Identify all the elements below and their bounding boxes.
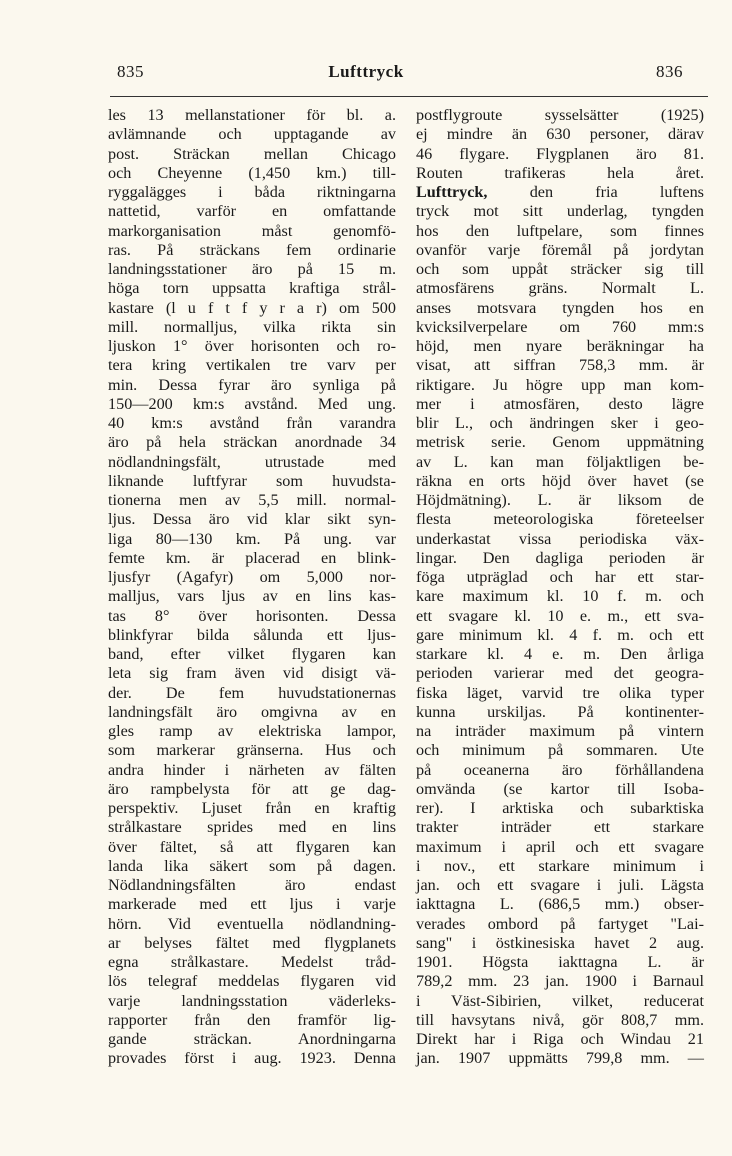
text-line: nattetid, varför en omfattande	[108, 202, 396, 221]
text-line: 46 flygare. Flygplanen äro 81.	[416, 144, 704, 163]
text-line: på oceanerna äro förhållandena	[416, 760, 704, 779]
text-line: provades först i aug. 1923. Denna	[108, 1049, 396, 1068]
text-line: kastare (l u f t f y r a r) om 500	[108, 298, 396, 317]
text-line: avlämnande och upptagande av	[108, 125, 396, 144]
text-line: i Väst-Sibirien, vilket, reducerat	[416, 991, 704, 1010]
text-line: lös telegraf meddelas flygaren vid	[108, 972, 396, 991]
text-line: der. De fem huvudstationernas	[108, 683, 396, 702]
text-line: markorganisation måst genomfö-	[108, 221, 396, 240]
text-line: gare minimum kl. 4 f. m. och ett	[416, 625, 704, 644]
text-line: trakter inträder ett starkare	[416, 818, 704, 837]
text-line: omvända (se kartor till Isoba-	[416, 779, 704, 798]
text-line: 789,2 mm. 23 jan. 1900 i Barnaul	[416, 972, 704, 991]
text-line: kvicksilverpelare om 760 mm:s	[416, 317, 704, 336]
text-line: över fältet, så att flygaren kan	[108, 837, 396, 856]
text-line: flesta meteorologiska företeelser	[416, 510, 704, 529]
text-line: ett svagare kl. 10 e. m., ett sva-	[416, 606, 704, 625]
entry-headword: Lufttryck,	[416, 183, 488, 201]
text-line: atmosfärens gräns. Normalt L.	[416, 279, 704, 298]
text-line: av L. kan man följaktligen be-	[416, 452, 704, 471]
text-line: rer). I arktiska och subarktiska	[416, 799, 704, 817]
right-page-number: 836	[656, 62, 683, 81]
text-line: andra hinder i närheten av fälten	[108, 760, 396, 779]
text-line: landningsfält äro omgivna av en	[108, 702, 396, 721]
text-line: leta sig fram även vid disigt vä-	[108, 664, 396, 683]
text-line: malljus, vars ljus av en lins kas-	[108, 587, 396, 606]
text-line: blir L., och ändringen sker i geo-	[416, 414, 704, 432]
text-line: maximum i april och ett svagare	[416, 837, 704, 856]
text-line: blinkfyrar bilda sålunda ett ljus-	[108, 625, 396, 644]
text-line: mill. normalljus, vilka rikta sin	[108, 317, 396, 336]
entry-lufttryck-body	[416, 202, 704, 1068]
text-line: strålkastare sprides med en lins	[108, 818, 396, 837]
text-line: och som uppåt sträcker sig till	[416, 260, 704, 278]
text-line: band, efter vilket flygaren kan	[108, 645, 396, 663]
previous-entry-continuation	[416, 106, 704, 183]
text-line: hos den luftpelare, som finnes	[416, 221, 704, 240]
text-line: landningsstationer äro på 15 m.	[108, 260, 396, 278]
text-line: ljus. Dessa äro vid klar sikt syn-	[108, 510, 396, 529]
text-line: liknande luftfyrar som huvudsta-	[108, 471, 396, 490]
text-line: egna strålkastare. Medelst tråd-	[108, 953, 396, 971]
text-line: ljuskon 1° över horisonten och ro-	[108, 337, 396, 355]
text-line: gles ramp av elektriska lampor,	[108, 722, 396, 740]
text-line: verades ombord på fartyget "Lai-	[416, 914, 704, 933]
left-column	[108, 106, 396, 1069]
text-line: tryck mot sitt underlag, tyngden	[416, 202, 704, 221]
text-line: visat, att siffran 758,3 mm. är	[416, 356, 704, 375]
text-line: räkna en orts höjd över havet (se	[416, 471, 704, 490]
text-line: kare maximum kl. 10 f. m. och	[416, 587, 704, 606]
text-line: liga 80—130 km. På ung. var	[108, 529, 396, 548]
text-line: iakttagna L. (686,5 mm.) obser-	[416, 895, 704, 914]
text-line: perioden varierar med det geogra-	[416, 664, 704, 683]
text-line: tionerna men av 5,5 mill. normal-	[108, 491, 396, 509]
text-line: 150—200 km:s avstånd. Med ung.	[108, 394, 396, 413]
text-line: mer i atmosfären, desto lägre	[416, 394, 704, 413]
text-line: perspektiv. Ljuset från en kraftig	[108, 799, 396, 817]
text-line: i nov., ett starkare minimum i	[416, 856, 704, 875]
text-line: riktigare. Ju högre upp man kom-	[416, 375, 704, 394]
text-line: 1901. Högsta iakttagna L. är	[416, 953, 704, 971]
text-line: na inträder maximum på vintern	[416, 722, 704, 740]
text-line: femte km. är placerad en blink-	[108, 548, 396, 567]
text-line: underkastat vissa periodiska väx-	[416, 529, 704, 548]
text-line: landa lika säkert som på dagen.	[108, 856, 396, 875]
text-line: postflygroute sysselsätter (1925)	[416, 106, 704, 124]
text-line: min. Dessa fyrar äro synliga på	[108, 375, 396, 394]
header-rule	[110, 96, 708, 97]
text-line: till havsytans nivå, gör 808,7 mm.	[416, 1010, 704, 1029]
running-head-title: Lufttryck	[328, 62, 404, 81]
right-column	[416, 106, 704, 1069]
text-line: som markerar gränserna. Hus och	[108, 741, 396, 760]
entry-first-line	[416, 183, 704, 202]
text-line: varje landningsstation väderleks-	[108, 991, 396, 1010]
text-line: ovanför varje föremål på jordytan	[416, 240, 704, 259]
text-line: metrisk serie. Genom uppmätning	[416, 433, 704, 452]
text-line: markerade med ett ljus i varje	[108, 895, 396, 914]
entry-first-line-text: den fria luftens	[487, 183, 704, 201]
text-line: och minimum på sommaren. Ute	[416, 741, 704, 760]
text-line: Nödlandningsfälten äro endast	[108, 876, 396, 894]
text-line: tas 8° över horisonten. Dessa	[108, 606, 396, 625]
text-line: les 13 mellanstationer för bl. a.	[108, 106, 396, 124]
text-line: ryggalägges i båda riktningarna	[108, 183, 396, 201]
text-line: ras. På sträckans fem ordinarie	[108, 240, 396, 259]
text-line: ljusfyr (Agafyr) om 5,000 nor-	[108, 568, 396, 586]
text-line: höga torn uppsatta kraftiga strål-	[108, 279, 396, 298]
text-line: och Cheyenne (1,450 km.) till-	[108, 163, 396, 182]
text-line: ar belyses fältet med flygplanets	[108, 933, 396, 952]
text-line: rapporter från den framför lig-	[108, 1010, 396, 1029]
text-line: lingar. Den dagliga perioden är	[416, 548, 704, 567]
text-line: ej mindre än 630 personer, därav	[416, 125, 704, 144]
text-line: Höjdmätning). L. är liksom de	[416, 491, 704, 509]
text-line: höjd, men nyare beräkningar ha	[416, 337, 704, 355]
text-line: Direkt har i Riga och Windau 21	[416, 1030, 704, 1048]
text-line: föga utpräglad och har ett star-	[416, 568, 704, 586]
text-line: nödlandningsfält, utrustade med	[108, 452, 396, 471]
text-line: äro rampbelysta för att ge dag-	[108, 779, 396, 798]
text-line: fiska läget, varvid tre olika typer	[416, 683, 704, 702]
text-line: Routen trafikeras hela året.	[416, 163, 704, 182]
text-line: gande sträckan. Anordningarna	[108, 1030, 396, 1048]
text-line: 40 km:s avstånd från varandra	[108, 414, 396, 432]
text-line: starkare kl. 4 e. m. Den årliga	[416, 645, 704, 663]
text-line: tera kring vertikalen tre varv per	[108, 356, 396, 375]
text-line: anses motsvara tyngden hos en	[416, 298, 704, 317]
left-page-number: 835	[117, 62, 144, 81]
text-line: hörn. Vid eventuella nödlandning-	[108, 914, 396, 933]
text-line: sang" i östkinesiska havet 2 aug.	[416, 933, 704, 952]
text-line: kunna urskiljas. På kontinenter-	[416, 702, 704, 721]
text-line: post. Sträckan mellan Chicago	[108, 144, 396, 163]
text-line: jan. 1907 uppmätts 799,8 mm. —	[416, 1049, 704, 1068]
text-line: äro på hela sträckan anordnade 34	[108, 433, 396, 452]
text-line: jan. och ett svagare i juli. Lägsta	[416, 876, 704, 894]
